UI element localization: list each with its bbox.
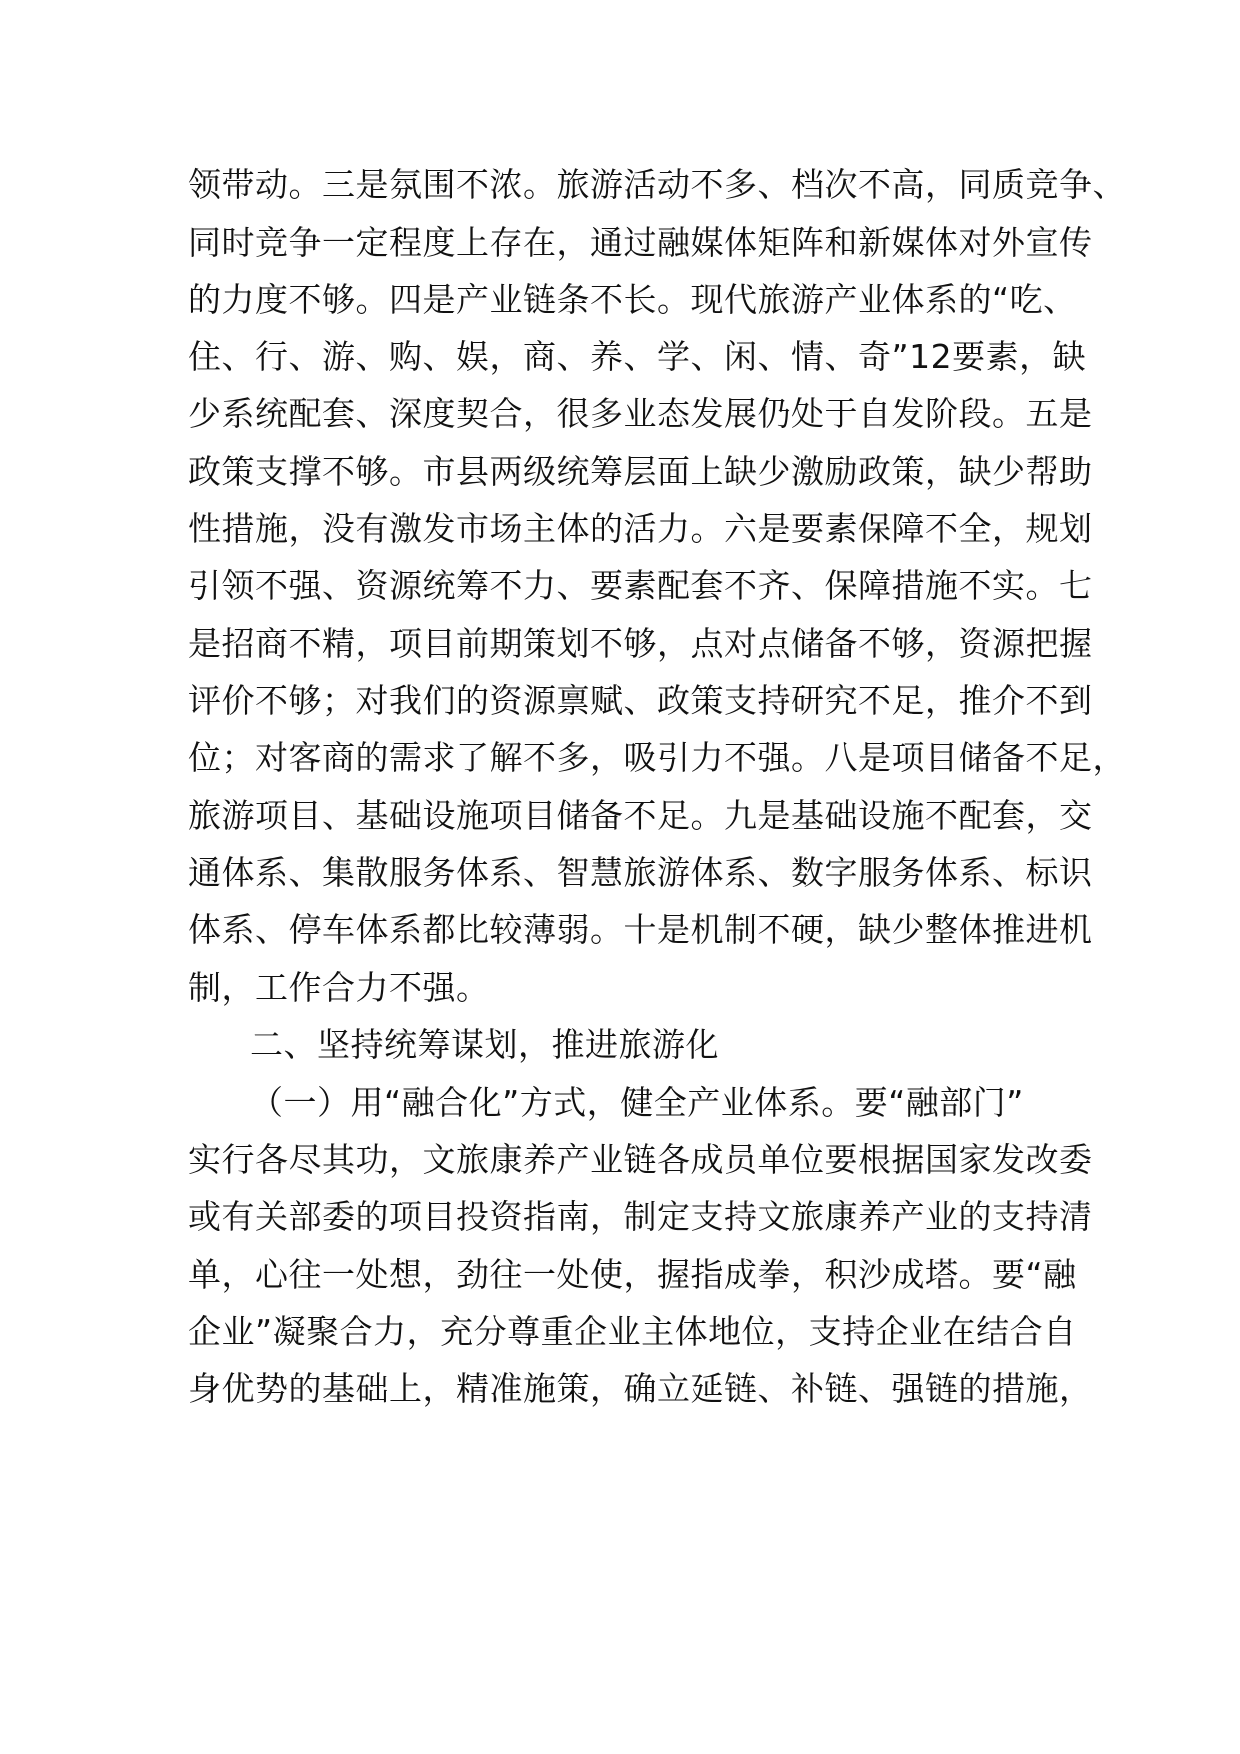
body-text-line: 企业”凝聚合力，充分尊重企业主体地位，支持企业在结合自 (188, 1312, 1077, 1351)
body-text-line: 身优势的基础上，精准施策，确立延链、补链、强链的措施， (188, 1369, 1093, 1408)
body-text-line: 引领不强、资源统筹不力、要素配套不齐、保障措施不实。七 (188, 566, 1093, 605)
body-text-line: 通体系、集散服务体系、智慧旅游体系、数字服务体系、标识 (188, 853, 1093, 892)
section-heading: 二、坚持统筹谋划，推进旅游化 (250, 1025, 719, 1064)
body-text-line: 体系、停车体系都比较薄弱。十是机制不硬，缺少整体推进机 (188, 910, 1093, 949)
body-text-line: 性措施，没有激发市场主体的活力。六是要素保障不全，规划 (188, 509, 1093, 548)
body-text-line: 政策支撑不够。市县两级统筹层面上缺少激励政策，缺少帮助 (188, 452, 1093, 491)
body-text-line: 少系统配套、深度契合，很多业态发展仍处于自发阶段。五是 (188, 394, 1093, 433)
body-text-line: 的力度不够。四是产业链条不长。现代旅游产业体系的“吃、 (188, 280, 1077, 319)
body-text-line: 位；对客商的需求了解不多，吸引力不强。八是项目储备不足， (188, 738, 1126, 777)
body-text-line: 评价不够；对我们的资源禀赋、政策支持研究不足，推介不到 (188, 681, 1093, 720)
body-text-line: 实行各尽其功，文旅康养产业链各成员单位要根据国家发改委 (188, 1140, 1093, 1179)
body-text-line: 领带动。三是氛围不浓。旅游活动不多、档次不高，同质竞争、 (188, 165, 1126, 204)
paragraph-first-line: （一）用“融合化”方式，健全产业体系。要“融部门” (250, 1083, 1024, 1122)
body-text-line: 住、行、游、购、娱，商、养、学、闲、情、奇”12要素，缺 (188, 337, 1087, 376)
body-text-line: 旅游项目、基础设施项目储备不足。九是基础设施不配套，交 (188, 796, 1093, 835)
body-text-line: 同时竞争一定程度上存在，通过融媒体矩阵和新媒体对外宣传 (188, 223, 1093, 262)
body-text-line: 是招商不精，项目前期策划不够，点对点储备不够，资源把握 (188, 624, 1093, 663)
body-text-line: 或有关部委的项目投资指南，制定支持文旅康养产业的支持清 (188, 1197, 1093, 1236)
body-text-line: 制，工作合力不强。 (188, 968, 490, 1007)
body-text-line: 单，心往一处想，劲往一处使，握指成拳，积沙成塔。要“融 (188, 1255, 1077, 1294)
